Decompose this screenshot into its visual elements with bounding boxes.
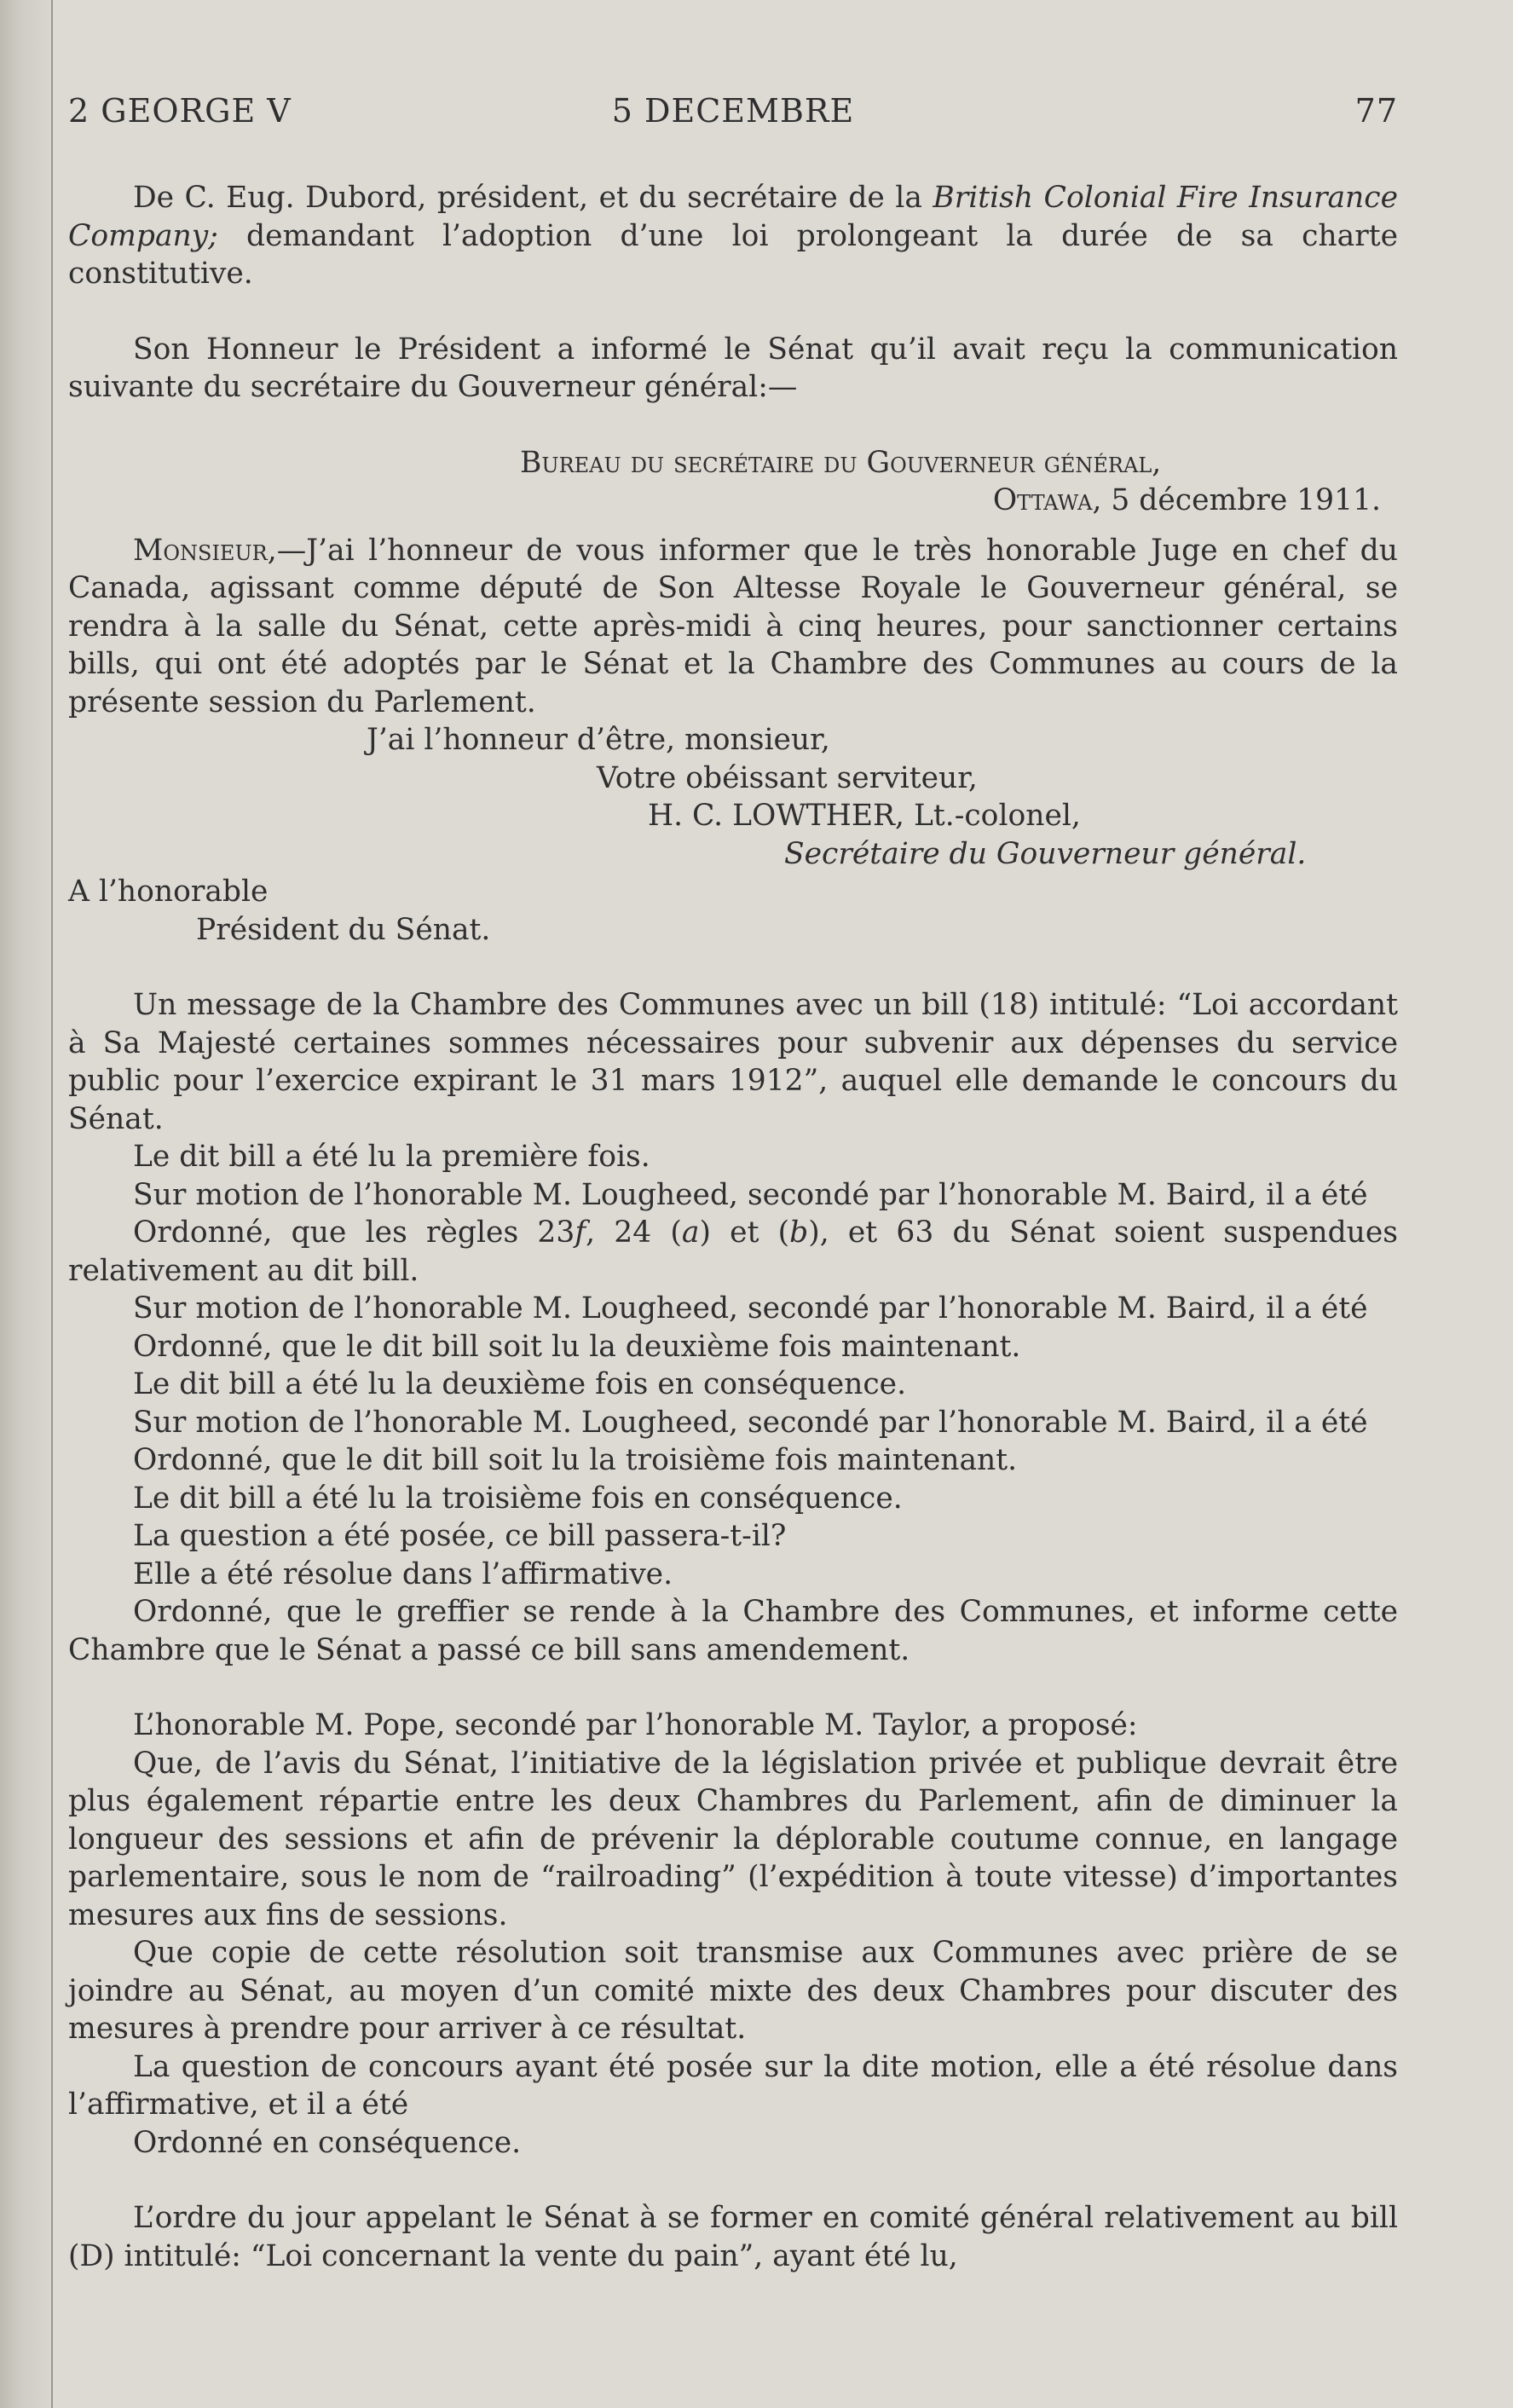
order-text-a-italic: a [681, 1216, 700, 1250]
letter-date: 5 décembre 1911. [1101, 483, 1381, 517]
order-text-f: f [575, 1216, 586, 1250]
letter-signer-title: Secrétaire du Gouverneur général. [784, 836, 1307, 871]
document-page [68, 0, 1398, 2408]
order-text-b-italic: b [789, 1216, 809, 1250]
petition-text-end: demandant l’adoption d’une loi prolongeant la durée de sa charte constitutive. [68, 218, 1398, 291]
letter-addressee-line2: Président du Sénat. [196, 912, 491, 947]
motion-line-2: Sur motion de l’honorable M. Lougheed, secondé par l’honorable M. Baird, il a été [133, 1291, 1368, 1325]
letter-closing: J’ai l’honneur d’être, monsieur, [367, 723, 830, 757]
page-number: 77 [1354, 92, 1398, 130]
second-reading-order: Ordonné, que le dit bill soit lu la deuxième fois maintenant. [133, 1329, 1021, 1364]
second-reading-line: Le dit bill a été lu la deuxième fois en conséquence. [133, 1367, 907, 1401]
company-name: British Colonial Fire Insurance Company; [68, 181, 1398, 253]
order-text-d: ), et 63 du Sénat soient suspendues relativement au dit bill. [68, 1216, 1399, 1288]
resolution-paragraph-2: Que copie de cette résolution soit transmise aux Communes avec prière de se joindre au Sénat, au moyen d’un comité mixte des deux Chambres pour discuter des mesures à prendre pour arriver à ce résultat. [68, 1936, 1398, 2046]
letter-body-text: —J’ai l’honneur de vous informer que le très honorable Juge en chef du Canada, agissant comme député de Son Altesse Royale le Gouverneur général, se rendra à la salle du Sénat, cette après-midi à cinq heures, pour sanctionner certains bills, qui ont été adoptés par le Sénat et la Chambre des Communes au cours de la présente session du Parlement. [68, 533, 1398, 719]
petition-text-start: De C. Eug. Dubord, président, et du secrétaire de la [133, 181, 933, 215]
pope-motion-line: L’honorable M. Pope, secondé par l’honorable M. Taylor, a proposé: [133, 1708, 1138, 1742]
page-binding-edge [0, 0, 53, 2408]
motion-line-3: Sur motion de l’honorable M. Lougheed, secondé par l’honorable M. Baird, il a été [133, 1405, 1368, 1440]
letter-dateline [68, 482, 1398, 520]
letter-servant: Votre obéissant serviteur, [597, 760, 978, 795]
letter-salutation: Monsieur, [133, 533, 277, 568]
ordered-accordingly-line: Ordonné en conséquence. [133, 2125, 522, 2160]
question-line: La question a été posée, ce bill passera-t-il? [133, 1519, 787, 1553]
header-center: 5 DECEMBRE [611, 92, 855, 130]
letter-addressee-line1: A l’honorable [68, 875, 269, 909]
letter-office-heading: Bureau du secrétaire du Gouverneur général, [520, 445, 1162, 480]
concurrence-paragraph: La question de concours ayant été posée sur la dite motion, elle a été résolue dans l’affirmative, et il a été [68, 2049, 1398, 2122]
resolution-paragraph-1: Que, de l’avis du Sénat, l’initiative de la législation privée et publique devrait être plus également répartie entre les deux Chambres du Parlement, afin de diminuer la longueur des sessions et afin de prévenir la déplorable coutume connue, en langage parlementaire, sous le nom de “railroading” (l’expédition à toute vitesse) d’importantes mesures aux fins de sessions. [68, 1746, 1398, 1932]
order-text-b: , 24 ( [586, 1216, 682, 1250]
order-of-day-paragraph: L’ordre du jour appelant le Sénat à se former en comité général relativement au bill (D) intitulé: “Loi concernant la vente du pain”, ayant été lu, [68, 2201, 1398, 2273]
affirmative-line: Elle a été résolue dans l’affirmative. [133, 1556, 673, 1591]
header-left: 2 GEORGE V [68, 92, 292, 130]
letter-signer: H. C. LOWTHER, Lt.-colonel, [648, 799, 1081, 833]
letter-body [68, 532, 1398, 722]
first-reading-line: Le dit bill a été lu la première fois. [133, 1140, 650, 1174]
document-body [68, 179, 1398, 2275]
petition-paragraph [68, 179, 1398, 293]
rules-suspension-order [68, 1214, 1398, 1290]
third-reading-line: Le dit bill a été lu la troisième fois en conséquence. [133, 1481, 903, 1516]
order-text-a: Ordonné, que les règles 23 [133, 1216, 575, 1250]
clerk-order-paragraph: Ordonné, que le greffier se rende à la Chambre des Communes, et informe cette Chambre que le Sénat a passé ce bill sans amendement. [68, 1595, 1398, 1667]
letter-city: Ottawa, [992, 483, 1102, 517]
commons-message-paragraph: Un message de la Chambre des Communes avec un bill (18) intitulé: “Loi accordant à Sa Majesté certaines sommes nécessaires pour subvenir aux dépenses du service public pour l’exercice expirant le 31 mars 1912”, auquel elle demande le concours du Sénat. [68, 988, 1398, 1136]
motion-line-1: Sur motion de l’honorable M. Lougheed, secondé par l’honorable M. Baird, il a été [133, 1177, 1368, 1212]
speaker-communication-paragraph: Son Honneur le Président a informé le Sénat qu’il avait reçu la communication suivante du secrétaire du Gouverneur général:— [68, 332, 1398, 404]
order-text-c: ) et ( [699, 1216, 790, 1250]
third-reading-order: Ordonné, que le dit bill soit lu la troisième fois maintenant. [133, 1443, 1018, 1477]
